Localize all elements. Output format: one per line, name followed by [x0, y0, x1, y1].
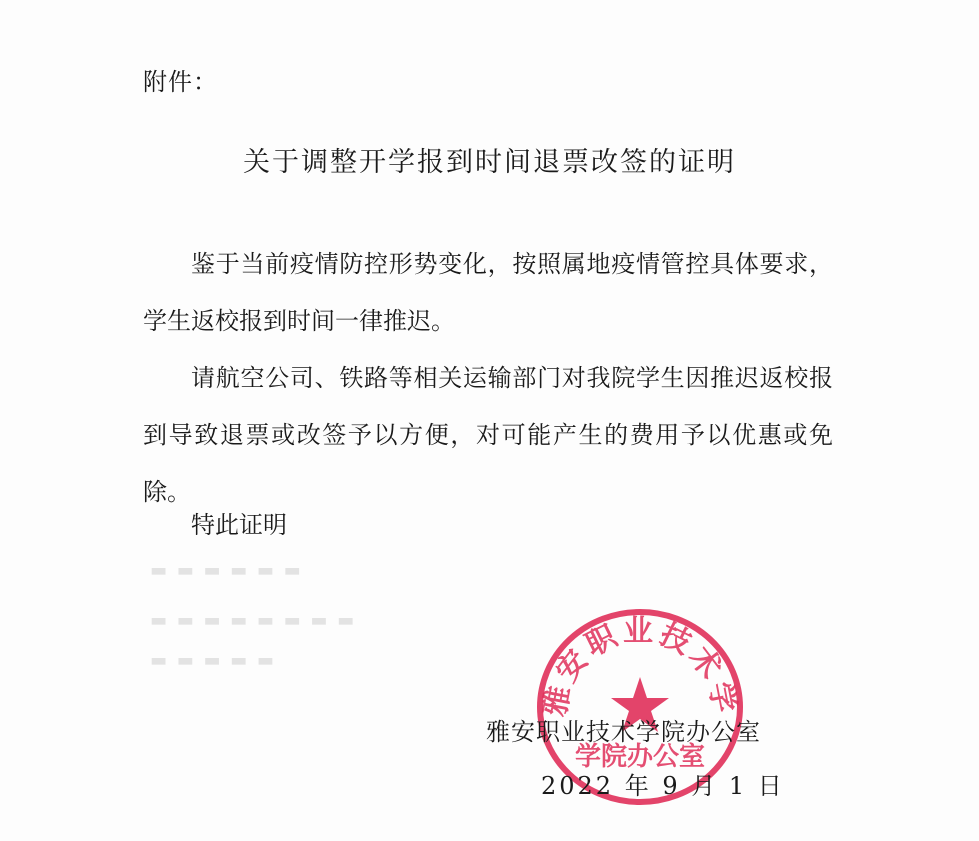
- document-title: 关于调整开学报到时间退票改签的证明: [243, 147, 736, 178]
- paragraph-2: 请航空公司、铁路等相关运输部门对我院学生因推迟返校报到导致退票或改签予以方便，对可能产生的费用予以优惠或免除。: [143, 364, 833, 506]
- paragraph-1: 鉴于当前疫情防控形势变化，按照属地疫情管控具体要求，学生返校报到时间一律推迟。: [143, 250, 833, 335]
- show-through-mark: ▬ ▬ ▬ ▬ ▬: [150, 650, 276, 671]
- attachment-label: 附件：: [143, 68, 218, 96]
- show-through-mark: ▬ ▬ ▬ ▬ ▬ ▬ ▬ ▬: [150, 610, 357, 631]
- closing-statement: 特此证明: [191, 511, 287, 539]
- signature-date: 2022 年 9 月 1 日: [541, 772, 785, 800]
- signer-name: 雅安职业技术学院办公室: [486, 718, 761, 746]
- document-body: [143, 236, 833, 521]
- show-through-mark: ▬ ▬ ▬ ▬ ▬ ▬: [150, 560, 303, 581]
- seal-bottom-text: 学院办公室: [574, 742, 706, 772]
- seal-top-text-path: 雅安职业技术学: [537, 614, 743, 720]
